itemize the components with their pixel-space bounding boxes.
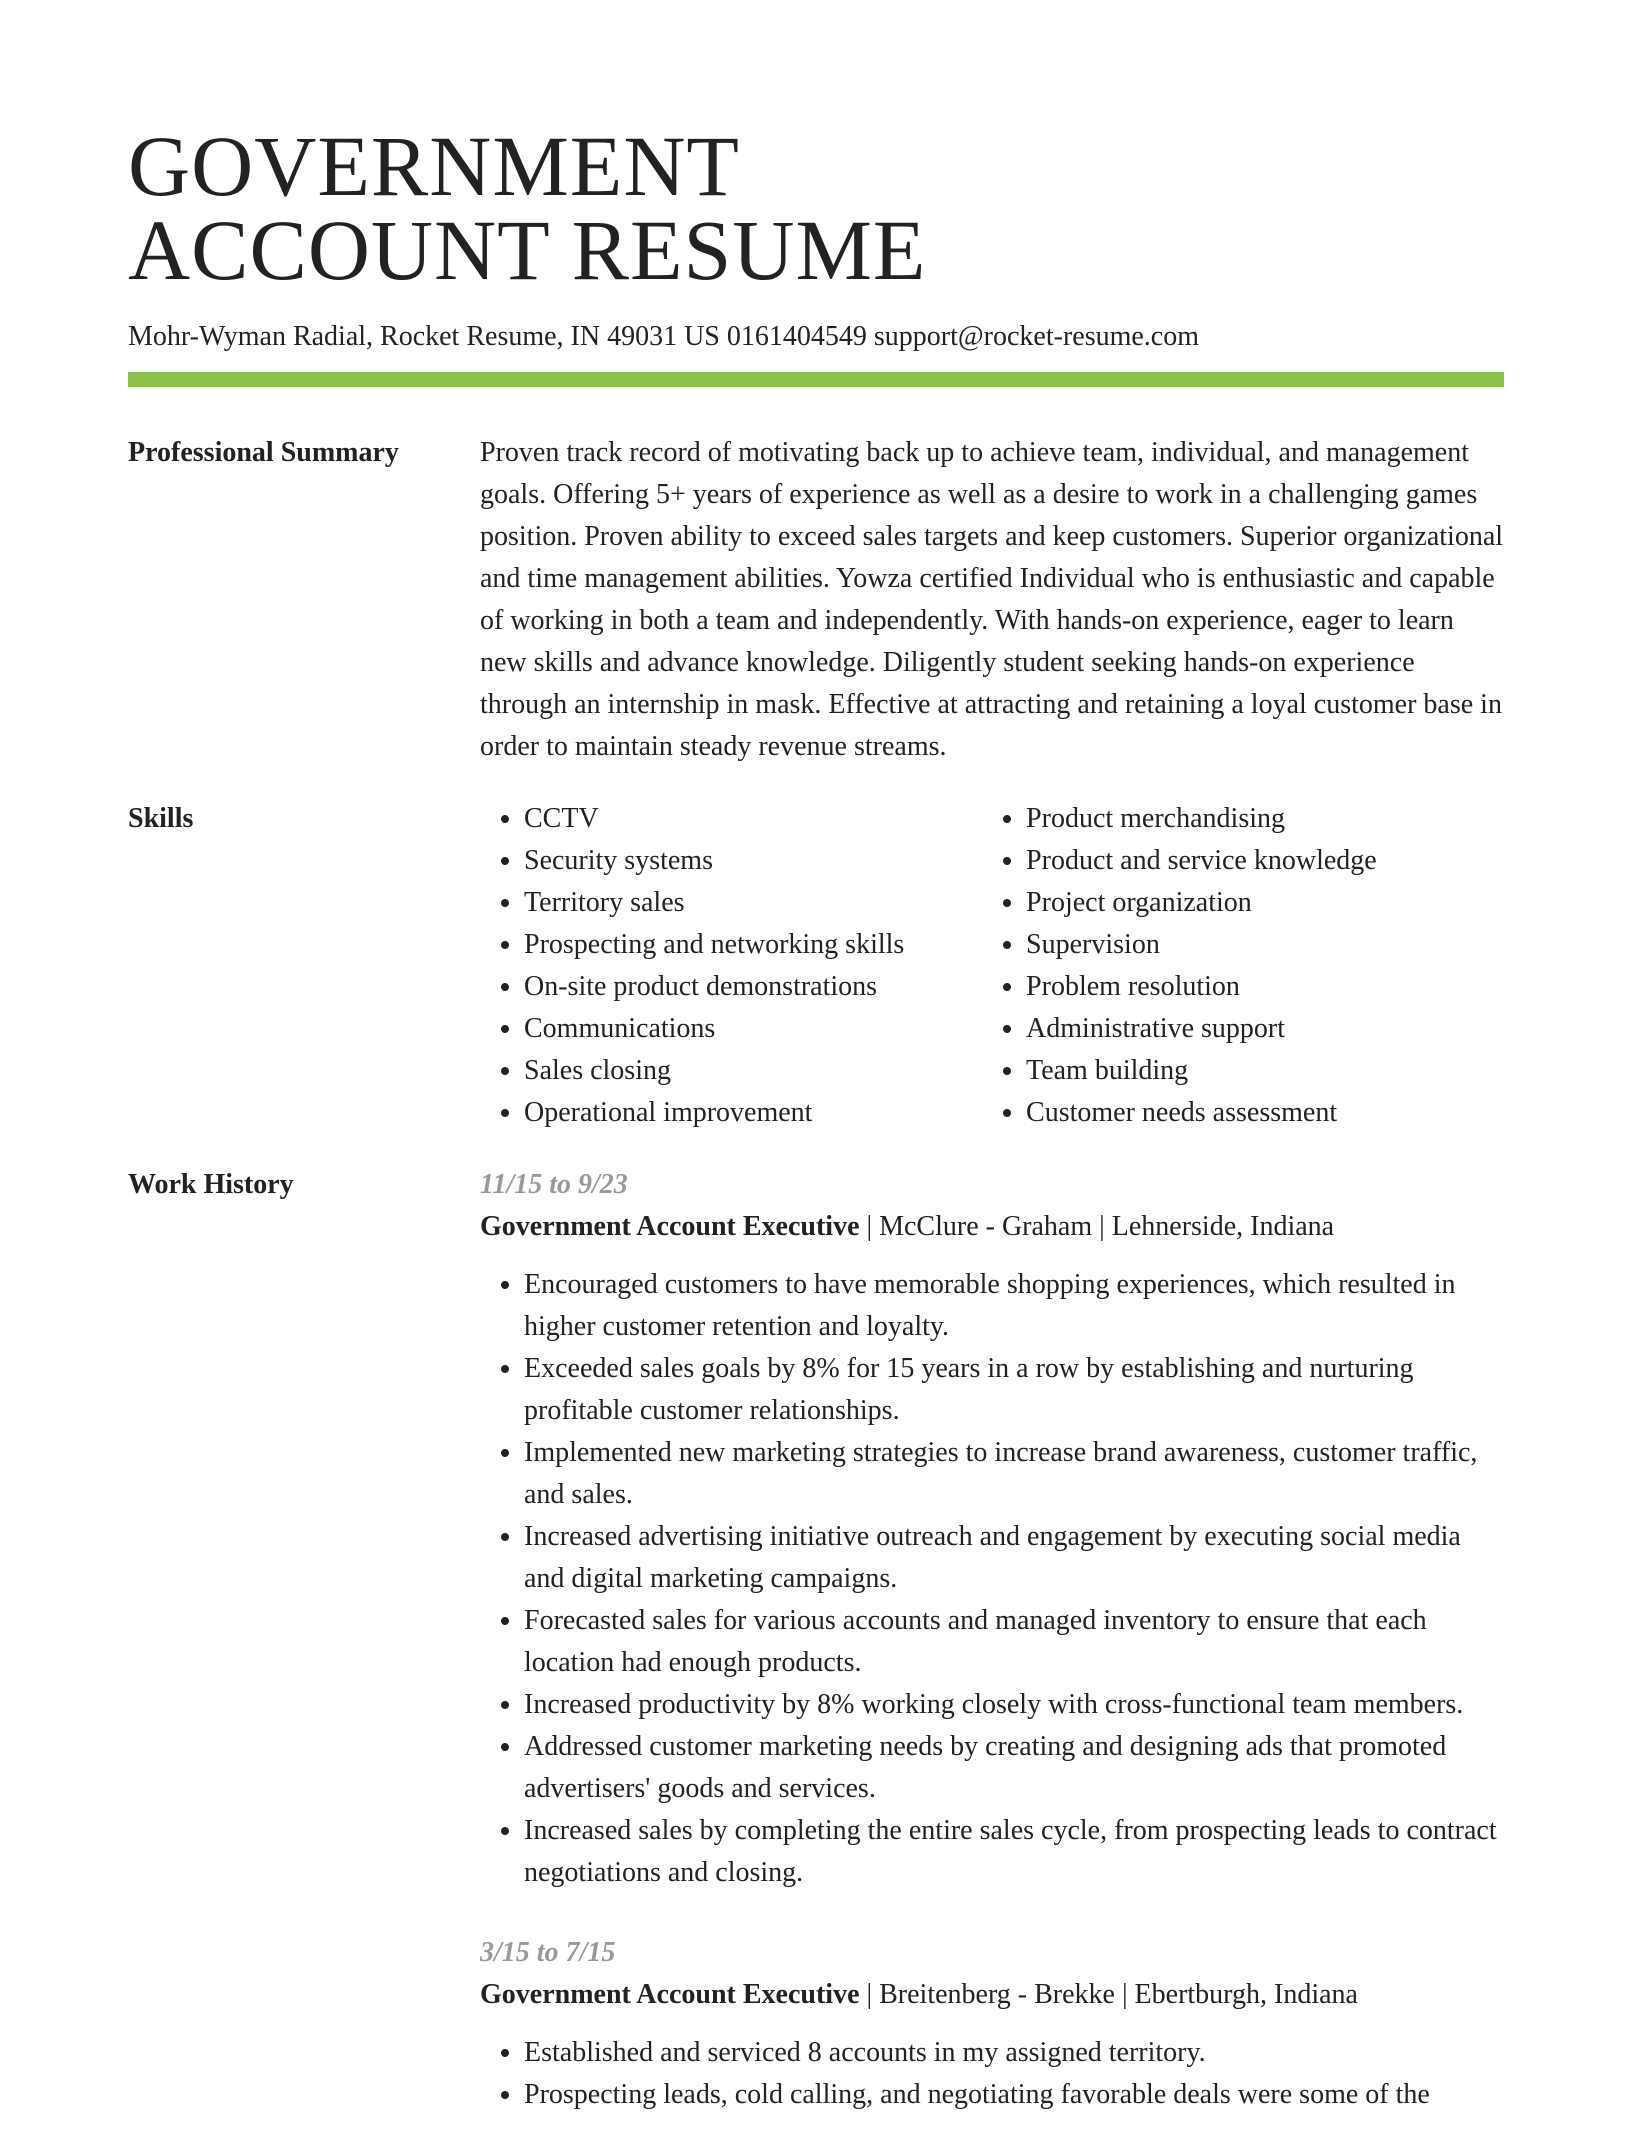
skill-item: • Project organization [1026, 882, 1504, 924]
job-entry [480, 1932, 1504, 2116]
skill-item: • Administrative support [1026, 1008, 1504, 1050]
job-bullets [480, 1264, 1504, 1894]
skill-item: • Security systems [524, 840, 982, 882]
skill-item: • Problem resolution [1026, 966, 1504, 1008]
resume-page [128, 0, 1504, 2154]
skills-list-col2 [982, 798, 1504, 1134]
job-bullet: • Addressed customer marketing needs by creating and designing ads that promoted advertisers' goods and services. [524, 1726, 1504, 1810]
job-bullet: • Established and serviced 8 accounts in my assigned territory. [524, 2032, 1504, 2074]
job-title: Government Account Executive [480, 1211, 860, 1242]
job-bullet: • Exceeded sales goals by 8% for 15 years in a row by establishing and nurturing profitable customer relationships. [524, 1348, 1504, 1432]
skill-item: • Product and service knowledge [1026, 840, 1504, 882]
job-dates: 3/15 to 7/15 [480, 1937, 616, 1968]
resume-title-line1: GOVERNMENT [128, 118, 740, 214]
skills-list-col1 [480, 798, 982, 1134]
job-heading [480, 1206, 1504, 1248]
summary-label: Professional Summary [128, 437, 399, 468]
skill-item: • Customer needs assessment [1026, 1092, 1504, 1134]
skill-item: • Team building [1026, 1050, 1504, 1092]
job-bullet: • Implemented new marketing strategies to increase brand awareness, customer traffic, and sales. [524, 1432, 1504, 1516]
skills-body [480, 798, 1504, 1134]
job-bullet: • Encouraged customers to have memorable shopping experiences, which resulted in higher customer retention and loyalty. [524, 1264, 1504, 1348]
job-bullet: • Prospecting leads, cold calling, and negotiating favorable deals were some of the [524, 2074, 1504, 2116]
job-details: | McClure - Graham | Lehnerside, Indiana [859, 1211, 1335, 1242]
resume-title [128, 0, 1504, 298]
resume-title-line2: ACCOUNT RESUME [128, 202, 927, 298]
skills-section [128, 798, 1504, 1134]
job-dates: 11/15 to 9/23 [480, 1169, 628, 1200]
job-bullet: • Increased productivity by 8% working closely with cross-functional team members. [524, 1684, 1504, 1726]
skills-columns [480, 798, 1504, 1134]
job-bullet: • Increased advertising initiative outreach and engagement by executing social media and digital marketing campaigns. [524, 1516, 1504, 1600]
accent-divider [128, 372, 1504, 387]
skill-item: • Operational improvement [524, 1092, 982, 1134]
job-details: | Breitenberg - Brekke | Ebertburgh, Indiana [859, 1979, 1358, 2010]
job-entry [480, 1164, 1504, 1894]
summary-section [128, 432, 1504, 768]
work-history-body [480, 1164, 1504, 2154]
job-title: Government Account Executive [480, 1979, 860, 2010]
skill-item: • Prospecting and networking skills [524, 924, 982, 966]
skill-item: • Territory sales [524, 882, 982, 924]
job-bullet: • Forecasted sales for various accounts and managed inventory to ensure that each location had enough products. [524, 1600, 1504, 1684]
summary-text: Proven track record of motivating back up to achieve team, individual, and management goals. Offering 5+ years of experience as well as a desire to work in a challenging games position. Proven ability to exceed sales targets and keep customers. Superior organizational and time management abilities. Yowza certified Individual who is enthusiastic and capable of working in both a team and independently. With hands-on experience, eager to learn new skills and advance knowledge. Diligently student seeking hands-on experience through an internship in mask. Effective at attracting and retaining a loyal customer base in order to maintain steady revenue streams. [480, 437, 1504, 762]
job-bullet: • Increased sales by completing the entire sales cycle, from prospecting leads to contract negotiations and closing. [524, 1810, 1504, 1894]
job-bullets [480, 2032, 1504, 2116]
work-history-section [128, 1164, 1504, 2154]
skill-item: • Sales closing [524, 1050, 982, 1092]
skills-label: Skills [128, 803, 194, 834]
skill-item: • Product merchandising [1026, 798, 1504, 840]
skill-item: • CCTV [524, 798, 982, 840]
skill-item: • On-site product demonstrations [524, 966, 982, 1008]
skill-item: • Communications [524, 1008, 982, 1050]
work-history-label: Work History [128, 1169, 294, 1200]
job-heading [480, 1974, 1504, 2016]
contact-info: Mohr-Wyman Radial, Rocket Resume, IN 49031 US 0161404549 support@rocket-resume.com [128, 321, 1200, 352]
skill-item: • Supervision [1026, 924, 1504, 966]
